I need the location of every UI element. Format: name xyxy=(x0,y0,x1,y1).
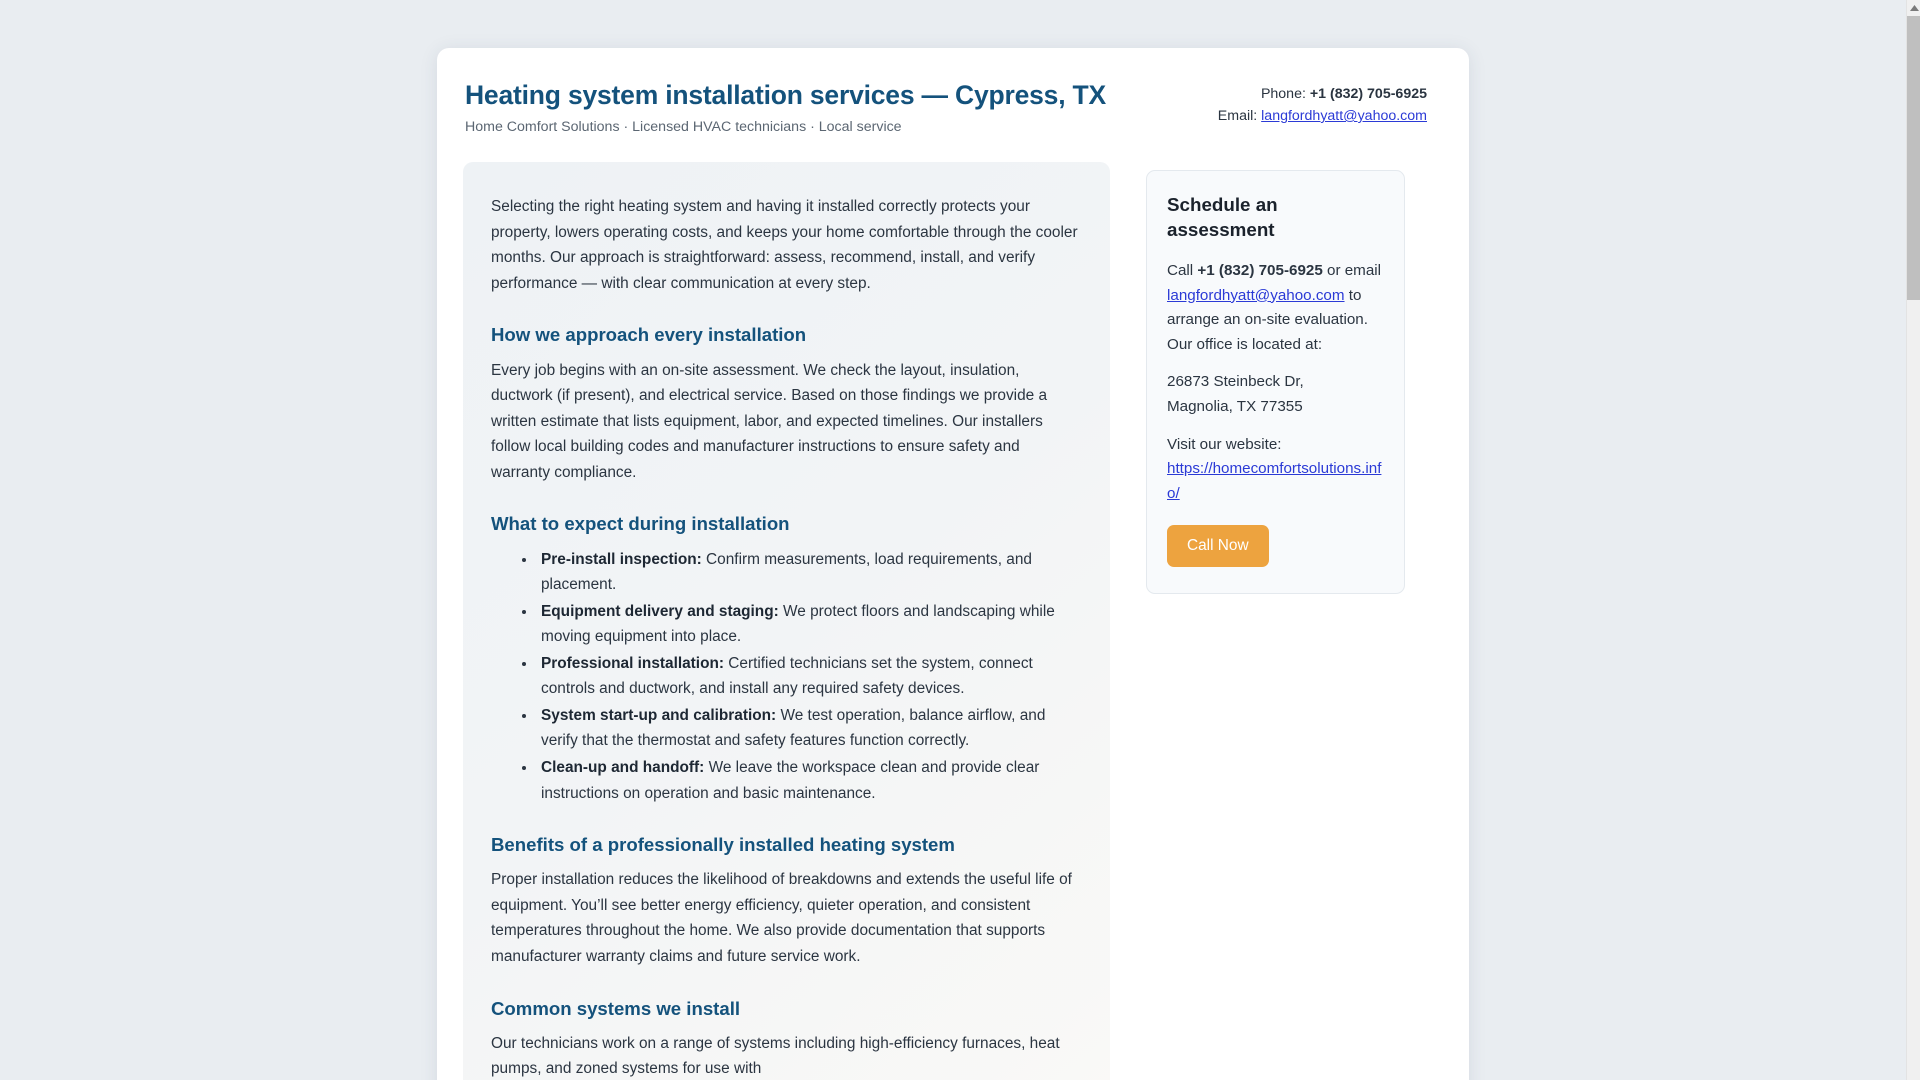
sidebar-phone-value: +1 (832) 705-6925 xyxy=(1197,261,1323,279)
header-phone-row xyxy=(1218,83,1427,105)
website-label: Visit our website: xyxy=(1167,435,1282,453)
sidebar-call-middle: or email xyxy=(1322,261,1382,279)
list-item-text: We protect floors and landscaping while moving equipment into place. xyxy=(541,602,1055,646)
sidebar xyxy=(1146,162,1405,594)
header-email-link[interactable]: langfordhyatt@yahoo.com xyxy=(1261,108,1427,124)
sidebar-website xyxy=(1167,433,1384,507)
scrollbar-track[interactable] xyxy=(1907,300,1920,1080)
list-item-text: Certified technicians set the system, connect controls and ductwork, and install any required safety devices. xyxy=(541,654,1033,698)
list-item-text: We leave the workspace clean and provide clear instructions on operation and basic maintenance. xyxy=(541,759,1040,802)
list-item-term: Professional installation: xyxy=(541,654,725,672)
header-phone-value: +1 (832) 705-6925 xyxy=(1309,86,1427,102)
list-item xyxy=(537,755,1082,806)
list-item-text: We test operation, balance airflow, and verify that the thermostat and safety features function correctly. xyxy=(541,706,1046,750)
scrollbar-thumb[interactable] xyxy=(1907,16,1920,300)
list-item-term: Pre-install inspection: xyxy=(541,550,702,568)
list-item-term: System start-up and calibration: xyxy=(541,706,777,724)
list-item xyxy=(537,547,1082,598)
header-left-block xyxy=(463,80,1106,138)
sidebar-call-prefix: Call xyxy=(1167,261,1198,279)
sidebar-address xyxy=(1167,370,1384,419)
header-email-label: Email: xyxy=(1217,108,1258,124)
heading-approach: How we approach every installation xyxy=(491,324,807,346)
paragraph-benefits: Proper installation reduces the likelihood of breakdowns and extends the useful life of equipment. You’ll see better energy efficiency, quieter operation, and consistent temperatures throughout the home. We also provide documentation that supports manufacturer warranty claims and future service work. xyxy=(491,871,1072,966)
page-subtitle: Home Comfort Solutions · Licensed HVAC technicians · Local service xyxy=(465,119,902,136)
sidebar-call-suffix: to arrange an on-site evaluation. Our office is located at: xyxy=(1167,286,1368,353)
list-item-term: Clean-up and handoff: xyxy=(541,759,705,777)
sidebar-email-link[interactable]: langfordhyatt@yahoo.com xyxy=(1167,286,1345,304)
address-line-2: Magnolia, TX 77355 xyxy=(1167,398,1303,416)
scroll-up-arrow-icon[interactable] xyxy=(1907,0,1920,15)
heading-benefits: Benefits of a professionally installed heating system xyxy=(491,834,955,856)
page-title: Heating system installation services — Cypress, TX xyxy=(465,80,1106,110)
list-item xyxy=(537,599,1082,650)
document-header xyxy=(437,48,1469,138)
page-scrollbar[interactable] xyxy=(1906,0,1920,1080)
paragraph-approach: Every job begins with an on-site assessment. We check the layout, insulation, ductwork (if present), and electrical service. Based on those findings we provide a written estimate that lists equipment, labor, and expected timelines. Our installers follow local building codes and manufacturer instructions to ensure safety and warranty compliance. xyxy=(491,361,1048,481)
document-card xyxy=(437,48,1469,1080)
header-email-row xyxy=(1218,105,1427,127)
list-item xyxy=(537,651,1082,702)
list-item xyxy=(537,703,1082,754)
list-item-term: Equipment delivery and staging: xyxy=(541,602,779,620)
header-phone-label: Phone: xyxy=(1260,86,1306,102)
paragraph-systems: Our technicians work on a range of systems including high-efficiency furnaces, heat pumps, and zoned systems for use with xyxy=(491,1034,1060,1078)
article-panel xyxy=(463,162,1110,1080)
header-contact-block xyxy=(1218,80,1427,127)
call-now-button[interactable]: Call Now xyxy=(1167,525,1269,567)
list-item-text: Confirm measurements, load requirements, and placement. xyxy=(541,550,1032,594)
address-line-1: 26873 Steinbeck Dr, xyxy=(1167,373,1304,391)
intro-paragraph: Selecting the right heating system and having it installed correctly protects your property, lowers operating costs, and keeps your home comfortable through the cooler months. Our approach is straightforward: assess, recommend, install, and verify performance — with clear communication at every step. xyxy=(491,198,1078,292)
website-link[interactable]: https://homecomfortsolutions.info/ xyxy=(1167,460,1382,502)
heading-systems: Common systems we install xyxy=(491,997,741,1019)
schedule-assessment-card xyxy=(1146,170,1405,594)
sidebar-contact-paragraph xyxy=(1167,259,1384,358)
sidebar-title: Schedule an assessment xyxy=(1167,194,1278,240)
heading-expect: What to expect during installation xyxy=(491,513,790,535)
expect-list xyxy=(491,547,1082,807)
document-body xyxy=(437,138,1469,1080)
